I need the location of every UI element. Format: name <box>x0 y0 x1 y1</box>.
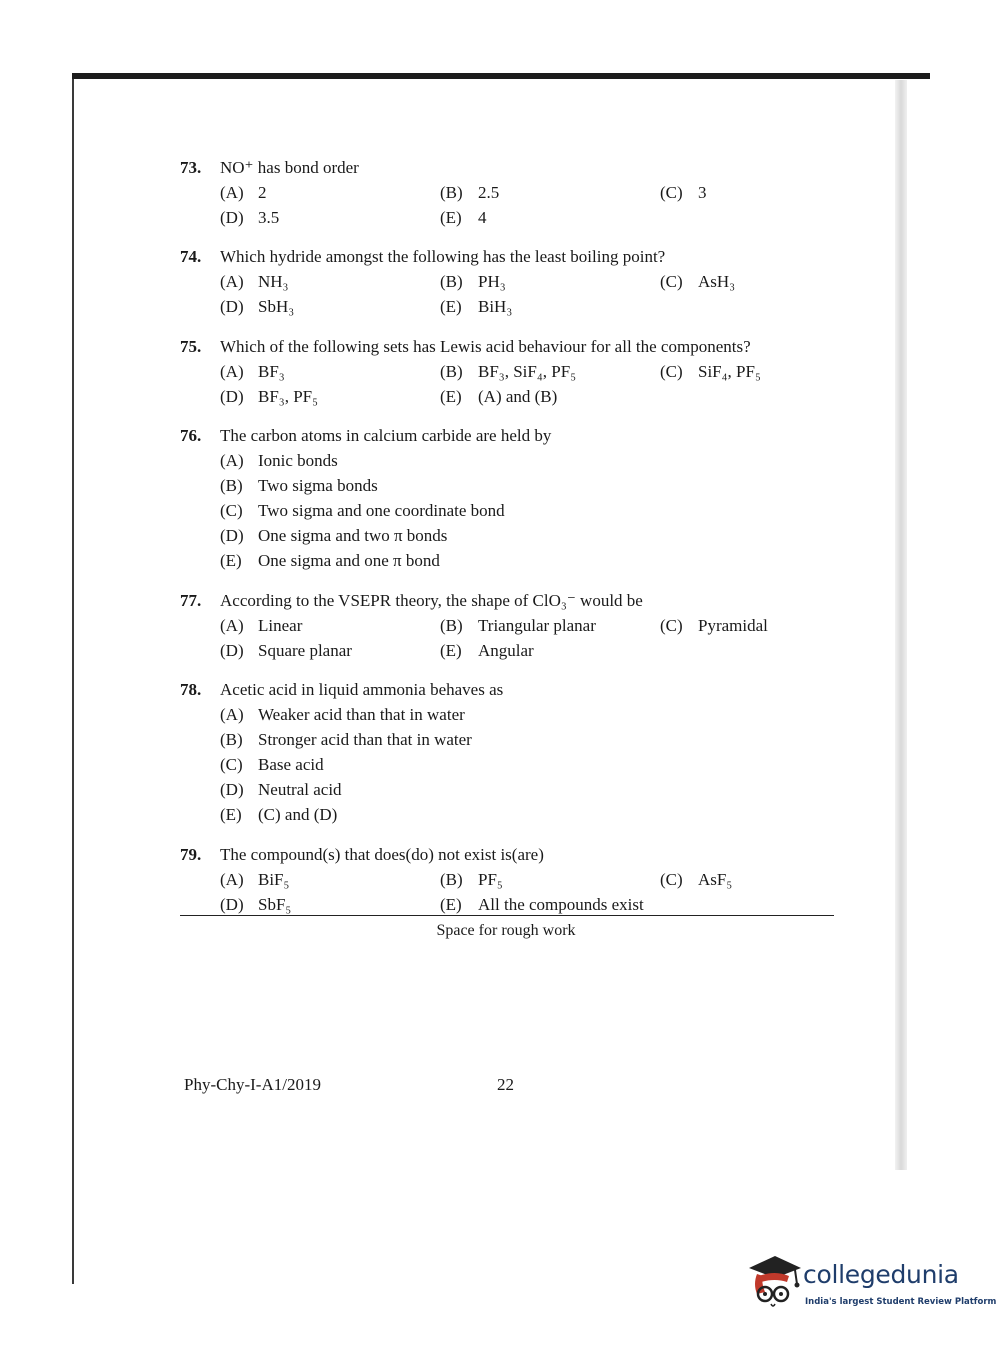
question-stem: Which hydride amongst the following has the least boiling point? <box>220 247 666 266</box>
option-b: (B) Triangular planar <box>440 616 596 635</box>
option-e: (E) All the compounds exist <box>440 895 644 914</box>
option-c: (C) AsH₃ <box>660 272 736 291</box>
question-76 <box>180 423 551 573</box>
option-a: (A) Linear <box>220 616 303 635</box>
question-74 <box>180 244 736 319</box>
option-a: (A) BF₃ <box>220 362 285 381</box>
option-e: (E) (C) and (D) <box>220 805 338 824</box>
option-c: (C) SiF₄, PF₅ <box>660 362 761 381</box>
option-c: (C) Base acid <box>220 755 324 774</box>
option-a: (A) 2 <box>220 183 267 202</box>
question-number: 75. <box>180 337 202 356</box>
option-d: (D) SbF₅ <box>220 895 292 914</box>
rough-work-label: Space for rough work <box>436 922 576 939</box>
option-e: (E) (A) and (B) <box>440 387 558 406</box>
option-c: (C) Pyramidal <box>660 616 768 635</box>
question-stem: Which of the following sets has Lewis acid behaviour for all the components? <box>220 337 751 356</box>
question-78 <box>180 677 503 827</box>
option-c: (C) Two sigma and one coordinate bond <box>220 501 505 520</box>
option-d: (D) One sigma and two π bonds <box>220 526 448 545</box>
question-stem: The compound(s) that does(do) not exist is(are) <box>220 845 544 864</box>
question-stem: The carbon atoms in calcium carbide are held by <box>220 426 552 445</box>
option-e: (E) 4 <box>440 208 487 227</box>
option-b: (B) PH₃ <box>440 272 506 291</box>
collegedunia-logo[interactable] <box>745 1252 997 1322</box>
option-d: (D) Square planar <box>220 641 352 660</box>
question-79 <box>180 842 733 917</box>
option-e: (E) One sigma and one π bond <box>220 551 440 570</box>
option-a: (A) NH₃ <box>220 272 289 291</box>
page-left-edge <box>72 79 74 1284</box>
option-b: (B) PF₅ <box>440 870 503 889</box>
option-b: (B) Stronger acid than that in water <box>220 730 472 749</box>
logo-tagline: India's largest Student Review Platform <box>805 1297 997 1307</box>
option-d: (D) BF₃, PF₅ <box>220 387 319 406</box>
question-number: 79. <box>180 845 202 864</box>
option-b: (B) 2.5 <box>440 183 500 202</box>
page-binding-shadow <box>895 80 907 1170</box>
page-number: 22 <box>497 1075 514 1094</box>
question-stem: NO⁺ has bond order <box>220 158 359 177</box>
question-number: 77. <box>180 591 202 610</box>
question-77 <box>180 588 768 663</box>
option-d: (D) Neutral acid <box>220 780 342 799</box>
option-d: (D) 3.5 <box>220 208 280 227</box>
bottom-rule <box>180 915 834 916</box>
option-c: (C) 3 <box>660 183 707 202</box>
option-a: (A) BiF₅ <box>220 870 290 889</box>
question-number: 74. <box>180 247 202 266</box>
option-c: (C) AsF₅ <box>660 870 733 889</box>
question-stem: According to the VSEPR theory, the shape of ClO₃⁻ would be <box>220 591 643 610</box>
option-b: (B) BF₃, SiF₄, PF₅ <box>440 362 577 381</box>
option-a: (A) Ionic bonds <box>220 451 338 470</box>
question-number: 78. <box>180 680 202 699</box>
question-stem: Acetic acid in liquid ammonia behaves as <box>220 680 504 699</box>
top-rule <box>72 73 930 79</box>
logo-name: collegedunia <box>803 1260 959 1289</box>
question-number: 76. <box>180 426 202 445</box>
paper-code: Phy-Chy-I-A1/2019 <box>184 1075 321 1094</box>
option-e: (E) Angular <box>440 641 534 660</box>
option-a: (A) Weaker acid than that in water <box>220 705 465 724</box>
question-73 <box>180 155 707 230</box>
question-75 <box>180 334 761 409</box>
option-d: (D) SbH₃ <box>220 297 295 316</box>
graduate-mascot-icon <box>745 1252 803 1312</box>
question-number: 73. <box>180 158 202 177</box>
option-e: (E) BiH₃ <box>440 297 513 316</box>
option-b: (B) Two sigma bonds <box>220 476 378 495</box>
